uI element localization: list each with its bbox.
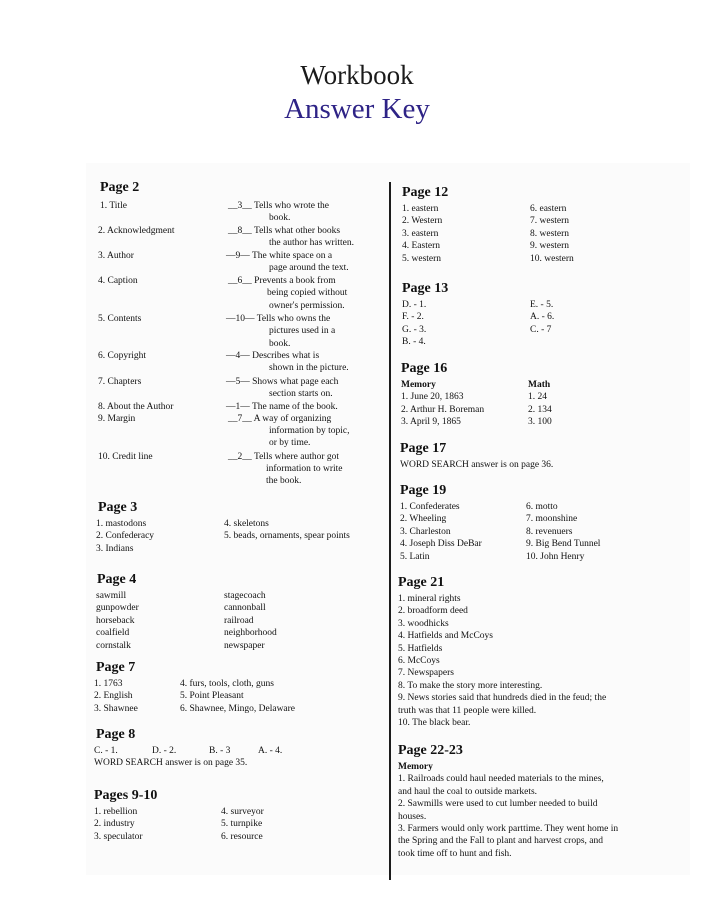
page16-math-list: [528, 379, 552, 429]
list-item: 1. 1763: [94, 679, 123, 689]
match-answer: A. - 4.: [258, 746, 283, 756]
page4-right-list: [224, 590, 277, 652]
term-item: 6. Copyright: [98, 351, 147, 361]
section-heading: Page 7: [96, 660, 136, 675]
page13-left-list: [402, 299, 426, 349]
answer-line: or by time.: [269, 438, 311, 448]
page3-left-list: [96, 518, 154, 555]
answer-line: —10— Tells who owns the: [226, 314, 331, 324]
list-item: 5. Hatfields: [398, 643, 443, 654]
list-item: cornstalk: [96, 640, 131, 651]
list-item: 9. western: [530, 241, 570, 252]
answer-line: information to write: [266, 464, 343, 474]
list-item: 2. Wheeling: [400, 514, 447, 525]
list-item: 6. resource: [221, 831, 263, 842]
list-item: 3. Charleston: [400, 526, 451, 537]
list-item: 3. speculator: [94, 831, 143, 842]
list-item: 1. mineral rights: [398, 594, 461, 604]
list-item: G. - 3.: [402, 324, 427, 335]
answer-line: the author has written.: [269, 238, 354, 248]
list-item: 3. April 9, 1865: [401, 417, 461, 428]
answer-line: pictures used in a: [269, 326, 336, 336]
page12-left-list: [402, 203, 442, 265]
list-item: newspaper: [224, 640, 265, 651]
section-heading: Pages 9-10: [94, 788, 158, 803]
list-item: 3. Indians: [96, 543, 134, 554]
list-item: 5. beads, ornaments, spear points: [224, 531, 350, 542]
list-item: B. - 4.: [402, 337, 426, 348]
answer-line: shown in the picture.: [269, 363, 349, 373]
list-item: 9. News stories said that hundreds died in the feud; the: [398, 693, 607, 704]
word-search-note: WORD SEARCH answer is on page 36.: [400, 460, 554, 470]
term-item: 4. Caption: [98, 276, 138, 286]
section-page-3: [98, 500, 137, 516]
list-item: 7. Newspapers: [398, 668, 454, 679]
list-item: 6. motto: [526, 502, 558, 512]
section-page-8: [96, 727, 135, 743]
section-heading: Page 2: [100, 180, 140, 195]
page3-right-list: [224, 518, 350, 543]
answer-line: —4— Describes what is: [226, 351, 320, 361]
list-item: 3. woodhicks: [398, 618, 449, 629]
section-page-7: [96, 660, 135, 676]
match-answer: C. - 1.: [94, 746, 118, 756]
answer-line: —1— The name of the book.: [226, 402, 338, 412]
list-item: sawmill: [96, 591, 127, 601]
list-item: A. - 6.: [530, 312, 555, 323]
list-item: 5. turnpike: [221, 819, 263, 830]
answer-line: book.: [269, 213, 291, 223]
list-item: 1. eastern: [402, 204, 439, 214]
list-item: 5. western: [402, 253, 442, 264]
list-item: 1. rebellion: [94, 807, 138, 817]
list-item: 1. 24: [528, 392, 547, 403]
answer-line: __2__ Tells where author got: [228, 452, 340, 462]
list-item: gunpowder: [96, 603, 139, 614]
answer-line: owner's permission.: [269, 301, 345, 311]
page12-right-list: [530, 203, 574, 265]
memory-label: Memory: [401, 380, 436, 390]
list-item: 4. Hatfields and McCoys: [398, 631, 493, 642]
pages9-10-left-list: [94, 806, 143, 843]
document-subtitle: Answer Key: [284, 93, 430, 125]
list-item: 6. eastern: [530, 204, 567, 214]
list-item: 10. John Henry: [526, 551, 585, 562]
section-page-22-23: [398, 743, 463, 759]
term-item: 7. Chapters: [98, 377, 142, 387]
answer-line: __7__ A way of organizing: [228, 414, 332, 424]
list-item: stagecoach: [224, 591, 266, 601]
page21-list: [398, 593, 606, 729]
section-heading: Page 17: [400, 441, 447, 456]
section-heading: Page 3: [98, 500, 138, 515]
list-item: 4. Joseph Diss DeBar: [400, 539, 482, 550]
section-page-4: [97, 572, 136, 588]
list-item: railroad: [224, 615, 254, 626]
answer-line: section starts on.: [269, 389, 333, 399]
match-answer: D. - 2.: [152, 746, 177, 756]
list-item: 4. furs, tools, cloth, guns: [180, 679, 274, 689]
term-item: 1. Title: [100, 201, 127, 211]
term-item: 2. Acknowledgment: [98, 226, 175, 236]
list-item: 8. revenuers: [526, 526, 573, 537]
section-page-13: [402, 281, 448, 297]
list-item: 10. The black bear.: [398, 718, 471, 729]
answer-line: the book.: [266, 476, 302, 486]
page7-left-list: [94, 678, 138, 715]
answer-line: __8__ Tells what other books: [228, 226, 341, 236]
list-item: 2. industry: [94, 819, 135, 830]
answer-line: being copied without: [267, 288, 348, 298]
list-item: 10. western: [530, 253, 574, 264]
list-item: 4. surveyor: [221, 807, 264, 817]
list-item: horseback: [96, 615, 135, 626]
section-heading: Page 8: [96, 727, 136, 742]
term-item: 3. Author: [98, 251, 134, 261]
memory-label: Memory: [398, 762, 433, 772]
list-item: 1. June 20, 1863: [401, 392, 464, 403]
list-item: and haul the coal to outside markets.: [398, 786, 538, 797]
list-item: 5. Latin: [400, 551, 430, 562]
list-item: 2. Western: [402, 216, 443, 227]
list-item: 1. Confederates: [400, 502, 460, 512]
page4-left-list: [96, 590, 139, 652]
section-page-19: [400, 483, 446, 499]
section-heading: Page 12: [402, 185, 449, 200]
document-title: Workbook: [300, 60, 414, 90]
list-item: 3. 100: [528, 417, 552, 428]
page7-right-list: [180, 678, 295, 715]
list-item: houses.: [398, 811, 427, 822]
section-heading: Page 22-23: [398, 743, 463, 758]
list-item: 1. mastodons: [96, 519, 147, 529]
term-item: 5. Contents: [98, 314, 142, 324]
page16-memory-list: [401, 379, 484, 429]
section-page-16: [401, 361, 447, 377]
list-item: cannonball: [224, 603, 266, 614]
list-item: 3. Shawnee: [94, 703, 138, 714]
math-label: Math: [528, 380, 551, 390]
page19-left-list: [400, 501, 482, 563]
section-page-2: [100, 180, 139, 196]
answer-line: __6__ Prevents a book from: [228, 276, 336, 286]
section-page-21: [398, 575, 444, 591]
list-item: 9. Big Bend Tunnel: [526, 539, 601, 550]
match-answer: B. - 3: [209, 746, 231, 756]
list-item: E. - 5.: [530, 300, 554, 310]
list-item: D. - 1.: [402, 300, 427, 310]
answer-line: page around the text.: [269, 263, 349, 273]
list-item: 7. moonshine: [526, 514, 578, 525]
list-item: 1. Railroads could haul needed materials to the mines,: [398, 774, 604, 785]
list-item: 2. broadform deed: [398, 606, 468, 617]
list-item: the Spring and the Fall to plant and harvest crops, and: [398, 836, 603, 847]
answer-line: __3__ Tells who wrote the: [228, 201, 330, 211]
section-page-12: [402, 185, 448, 201]
list-item: truth was that 11 people were killed.: [398, 705, 537, 716]
list-item: 2. Arthur H. Boreman: [401, 404, 485, 415]
pages9-10-right-list: [221, 806, 264, 843]
list-item: 8. western: [530, 228, 570, 239]
list-item: 2. Sawmills were used to cut lumber needed to build: [398, 799, 598, 810]
list-item: 2. Confederacy: [96, 531, 155, 542]
answer-line: information by topic,: [269, 426, 350, 436]
word-search-note: WORD SEARCH answer is on page 35.: [94, 758, 248, 768]
list-item: 3. Farmers would only work parttime. They went home in: [398, 824, 619, 835]
term-item: 9. Margin: [98, 414, 136, 424]
page19-right-list: [526, 501, 600, 563]
column-divider: [389, 182, 391, 880]
term-item: 8. About the Author: [98, 402, 174, 412]
list-item: 8. To make the story more interesting.: [398, 680, 543, 691]
list-item: 7. western: [530, 216, 570, 227]
list-item: 2. 134: [528, 404, 552, 415]
list-item: 5. Point Pleasant: [180, 691, 244, 702]
answer-line: book.: [269, 339, 291, 349]
list-item: F. - 2.: [402, 312, 424, 323]
list-item: 4. skeletons: [224, 519, 269, 529]
list-item: 3. eastern: [402, 228, 439, 239]
section-pages-9-10: [94, 788, 157, 804]
section-heading: Page 16: [401, 361, 448, 376]
page13-right-list: [530, 299, 554, 336]
page22-23-list: [398, 761, 618, 860]
section-heading: Page 21: [398, 575, 445, 590]
list-item: 6. McCoys: [398, 656, 440, 667]
section-heading: Page 4: [97, 572, 137, 587]
term-item: 10. Credit line: [98, 452, 153, 462]
answer-line: —9— The white space on a: [226, 251, 333, 261]
list-item: 6. Shawnee, Mingo, Delaware: [180, 703, 296, 714]
list-item: took time off to hunt and fish.: [398, 848, 512, 859]
list-item: 2. English: [94, 691, 133, 702]
section-page-17: [400, 441, 446, 457]
answer-line: —5— Shows what page each: [226, 377, 339, 387]
section-heading: Page 19: [400, 483, 447, 498]
section-heading: Page 13: [402, 281, 449, 296]
list-item: neighborhood: [224, 628, 277, 639]
list-item: 4. Eastern: [402, 241, 440, 252]
list-item: coalfield: [96, 628, 130, 639]
list-item: C. - 7: [530, 324, 552, 335]
